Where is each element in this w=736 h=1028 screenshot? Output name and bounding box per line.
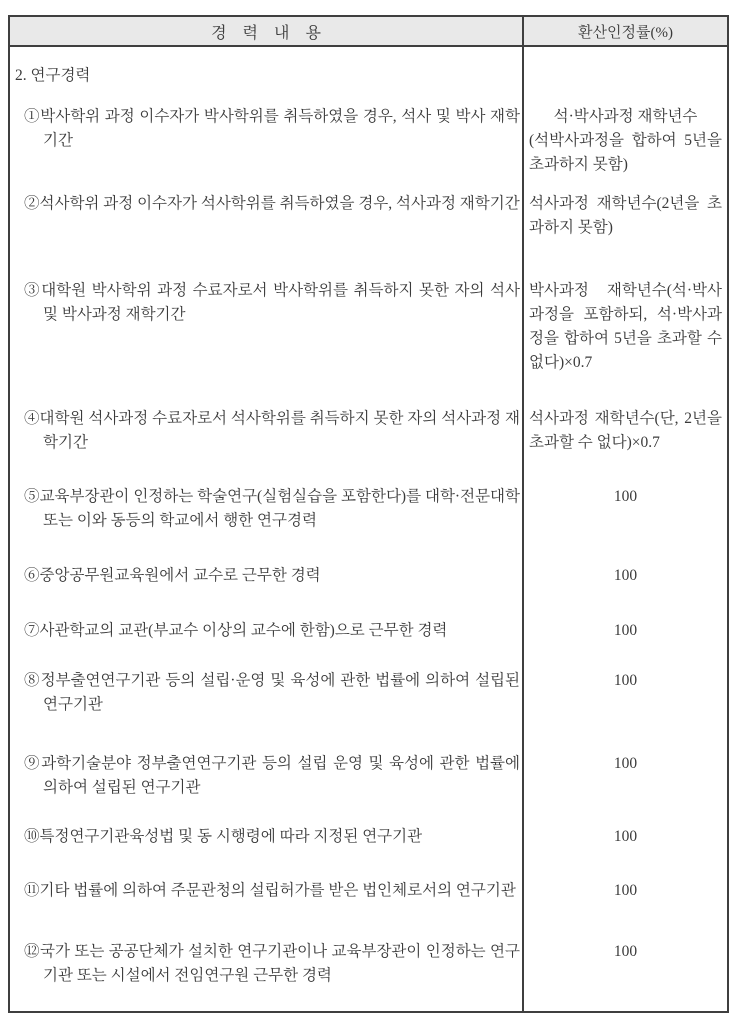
career-item-text: ⑪기타 법률에 의하여 주문관청의 설립허가를 받은 법인체로서의 연구기관 bbox=[24, 882, 516, 899]
career-item-rate bbox=[526, 192, 725, 240]
rate-text: 박사과정 재학년수(석·박사과정을 포함하되, 석·박사과정을 합하여 5년을 초과할 수 없다)×0.7 bbox=[529, 282, 722, 371]
rate-text: 석사과정 재학년수(2년을 초과하지 못함) bbox=[529, 195, 722, 236]
rate-value: 100 bbox=[613, 672, 638, 689]
career-item-row bbox=[10, 564, 727, 588]
career-item-rate bbox=[526, 879, 725, 903]
rate-value: 100 bbox=[613, 755, 638, 772]
career-item-rate bbox=[526, 825, 725, 849]
career-item-row bbox=[10, 825, 727, 849]
rate-text: (석박사과정을 합하여 5년을 초과하지 못함) bbox=[529, 132, 722, 173]
rate-value: 100 bbox=[613, 567, 638, 584]
rate-text: 석·박사과정 재학년수 bbox=[553, 108, 698, 125]
career-item-row bbox=[10, 485, 727, 533]
career-item-rate bbox=[526, 940, 725, 964]
career-rate-table bbox=[8, 15, 729, 1013]
header-conversion-rate: 환산인정률(%) bbox=[578, 24, 673, 41]
rate-value: 100 bbox=[613, 488, 638, 505]
career-item-row bbox=[10, 940, 727, 988]
rate-value: 100 bbox=[613, 943, 638, 960]
career-item-text: ⑫국가 또는 공공단체가 설치한 연구기관이나 교육부장관이 인정하는 연구기관 또는 시설에서 전임연구원 근무한 경력 bbox=[24, 943, 520, 984]
career-item-row bbox=[10, 105, 727, 173]
career-item-rate bbox=[526, 669, 725, 693]
career-item-rate bbox=[526, 485, 725, 509]
career-item-text: ⑧정부출연연구기관 등의 설립·운영 및 육성에 관한 법률에 의하여 설립된 연구기관 bbox=[24, 672, 520, 713]
career-item-text: ⑨과학기술분야 정부출연연구기관 등의 설립 운영 및 육성에 관한 법률에 의하여 설립된 연구기관 bbox=[24, 755, 520, 796]
rate-value: 100 bbox=[613, 622, 638, 639]
career-item-row bbox=[10, 669, 727, 717]
header-career-content: 경 력 내 용 bbox=[10, 17, 524, 45]
career-item-rate bbox=[526, 279, 725, 375]
career-item-rate bbox=[526, 564, 725, 588]
section-title-research-career: 2. 연구경력 bbox=[15, 67, 91, 84]
career-item-rate bbox=[526, 407, 725, 455]
rate-value: 100 bbox=[613, 828, 638, 845]
career-item-row bbox=[10, 192, 727, 236]
career-item-rate bbox=[526, 619, 725, 643]
table-header-row bbox=[10, 17, 727, 47]
career-item-text: ⑥중앙공무원교육원에서 교수로 근무한 경력 bbox=[24, 567, 321, 584]
career-item-text: ④대학원 석사과정 수료자로서 석사학위를 취득하지 못한 자의 석사과정 재학기간 bbox=[24, 410, 520, 451]
career-item-text: ⑩특정연구기관육성법 및 동 시행령에 따라 지정된 연구기관 bbox=[24, 828, 423, 845]
career-item-row bbox=[10, 752, 727, 800]
career-item-row bbox=[10, 279, 727, 371]
career-item-text: ③대학원 박사학위 과정 수료자로서 박사학위를 취득하지 못한 자의 석사 및 박사과정 재학기간 bbox=[24, 282, 520, 323]
career-item-text: ⑦사관학교의 교관(부교수 이상의 교수에 한함)으로 근무한 경력 bbox=[24, 622, 448, 639]
career-item-text: ②석사학위 과정 이수자가 석사학위를 취득하였을 경우, 석사과정 재학기간 bbox=[24, 195, 520, 212]
career-item-text: ⑤교육부장관이 인정하는 학술연구(실험실습을 포함한다)를 대학·전문대학 또는 이와 동등의 학교에서 행한 연구경력 bbox=[24, 488, 520, 529]
rate-value: 100 bbox=[613, 882, 638, 899]
career-item-rate bbox=[526, 752, 725, 776]
career-item-row bbox=[10, 879, 727, 903]
career-item-text: ①박사학위 과정 이수자가 박사학위를 취득하였을 경우, 석사 및 박사 재학기간 bbox=[24, 108, 520, 149]
table-body bbox=[10, 47, 727, 1011]
career-item-rate bbox=[526, 105, 725, 177]
career-item-row bbox=[10, 407, 727, 455]
career-item-row bbox=[10, 619, 727, 643]
rate-text: 석사과정 재학년수(단, 2년을 초과할 수 없다)×0.7 bbox=[529, 410, 722, 451]
